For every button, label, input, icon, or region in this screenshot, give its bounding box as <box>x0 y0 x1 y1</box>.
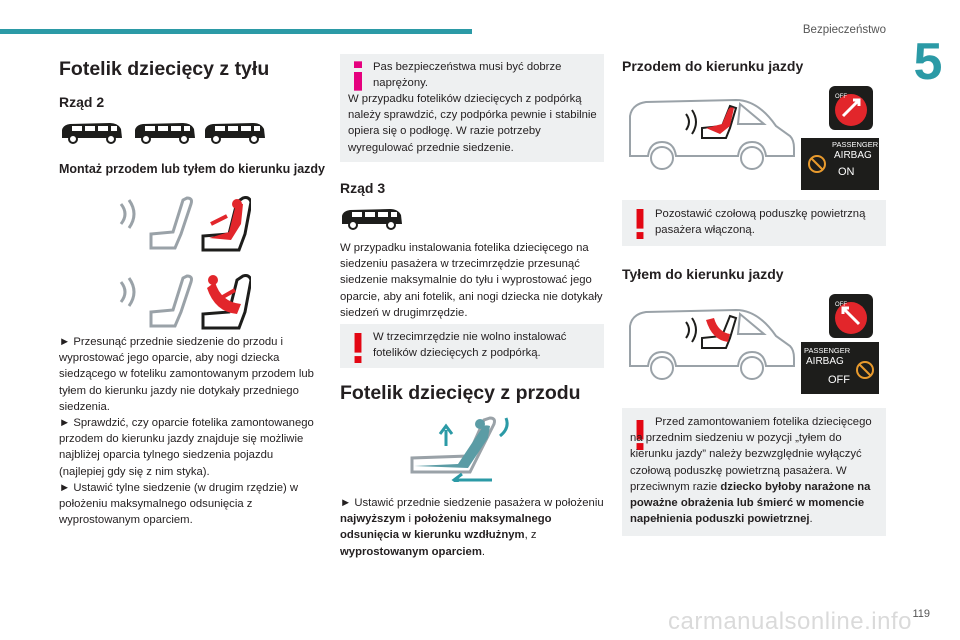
rear-warning-plain: . <box>809 513 813 526</box>
info-icon <box>354 61 362 91</box>
front-step-text: ► Ustawić przednie siedzenie pasażera w położeniu <box>340 497 604 509</box>
airbag-on-state: ON <box>838 166 855 178</box>
forward-warning-text: Pozostawić czołową poduszkę powietrzną pasażera włączoną. <box>655 208 866 237</box>
svg-text:OFF: OFF <box>835 94 847 100</box>
airbag-switch-off-icon <box>829 294 873 338</box>
airbag-on-line2: AIRBAG <box>834 150 872 161</box>
front-step-text: i <box>405 513 415 526</box>
section-label: Bezpieczeństwo <box>802 24 886 36</box>
rear-facing-heading: Tyłem do kierunku jazdy <box>622 266 784 282</box>
van-icon <box>340 206 404 230</box>
warning-icon <box>354 333 362 363</box>
instruction-step: ► Przesunąć przednie siedzenie do przodu i wyprostować jego oparcie, aby nogi dziecka siedzącego w foteliku zamontowanym przodem lub tyłem do kierunku jazdy nie dotykały przedniego siedzenia. <box>59 336 314 413</box>
rearward-child-seat-illustration <box>111 268 251 332</box>
front-step-bold: położeniu maksymalnego odsunięcia w kierunku wzdłużnym <box>340 513 552 542</box>
airbag-off-state: OFF <box>828 374 850 386</box>
warning-box <box>340 324 604 368</box>
rear-seat-instructions <box>59 334 321 528</box>
forward-child-seat-illustration <box>111 194 251 254</box>
van-icon <box>203 120 267 144</box>
car-rear-facing-illustration <box>626 306 796 384</box>
front-seat-step <box>340 495 604 560</box>
rear-warning-bold: dziecko byłoby narażone na poważne obrażenia lub śmierć w momencie napełnienia poduszki powietrznej <box>630 480 871 526</box>
rear-warning-text <box>630 414 882 527</box>
warning-icon <box>636 209 644 239</box>
info-box-line1: Pas bezpieczeństwa musi być dobrze naprężony. <box>373 61 562 90</box>
rear-warning-plain: Przed zamontowaniem fotelika dziecięcego na przednim siedzeniu w pozycji „tyłem do kierunku jazdy” należy bezwzględnie wyłączyć czołową poduszkę powietrzną pasażera. W przeciwnym razie <box>630 416 872 493</box>
front-step-text: , z <box>524 529 537 542</box>
watermark: carmanualsonline.info <box>668 608 912 635</box>
rear-warning-box <box>622 408 886 536</box>
forward-facing-heading: Przodem do kierunku jazdy <box>622 58 804 74</box>
header-accent-bar <box>0 29 472 34</box>
chapter-number: 5 <box>913 33 943 91</box>
airbag-off-line1: PASSENGER <box>804 346 851 355</box>
front-step-bold: najwyższym <box>340 513 406 526</box>
info-box-line2: W przypadku fotelików dziecięcych z podpórką należy sprawdzić, czy podpórka pewnie i stabilnie opiera się o podłogę. W razie potrzeby wyregulować przednie siedzenie. <box>348 93 597 154</box>
forward-warning-box <box>622 200 886 246</box>
row2-heading: Rząd 2 <box>59 94 105 110</box>
svg-text:OFF: OFF <box>835 302 847 308</box>
airbag-off-line2: AIRBAG <box>806 356 844 367</box>
warning-text: W trzecimrzędzie nie wolno instalować fotelików dziecięcych z podpórką. <box>373 331 567 360</box>
front-step-text: . <box>481 545 486 558</box>
page-number: 119 <box>912 608 930 620</box>
instruction-step: ► Ustawić tylne siedzenie (w drugim rzędzie) w położeniu maksymalnego odsunięcia z wyprostowanym oparciem. <box>59 481 299 527</box>
front-step-bold: wyprostowanym oparciem <box>340 545 482 558</box>
airbag-switch-on-icon <box>829 86 873 130</box>
van-icon <box>133 120 197 144</box>
airbag-on-line1: PASSENGER <box>832 140 879 149</box>
info-box <box>340 54 604 162</box>
van-icon <box>60 120 124 144</box>
front-seat-adjust-illustration <box>406 416 516 482</box>
row3-heading: Rząd 3 <box>340 180 386 196</box>
front-child-seat-title: Fotelik dziecięcy z przodu <box>340 382 581 404</box>
mounting-heading: Montaż przodem lub tyłem do kierunku jazdy <box>59 162 326 176</box>
row3-text: W przypadku instalowania fotelika dziecięcego na siedzeniu pasażera w trzecimrzędzie przesunąć siedzenie maksymalnie do tyłu i wyprostować jego oparcie, aby ani fotelik, ani nogi dziecka nie dotykały siedzeń w drugimrzędzie. <box>340 242 603 319</box>
car-forward-facing-illustration <box>626 96 796 174</box>
rear-child-seat-title: Fotelik dziecięcy z tyłu <box>59 58 270 80</box>
instruction-step: ► Sprawdzić, czy oparcie fotelika zamontowanego przodem do kierunku jazdy znajduje się możliwie najbliżej oparcia tylnego siedzenia pojazdu (najlepiej gdy się z nim styka). <box>59 417 314 478</box>
